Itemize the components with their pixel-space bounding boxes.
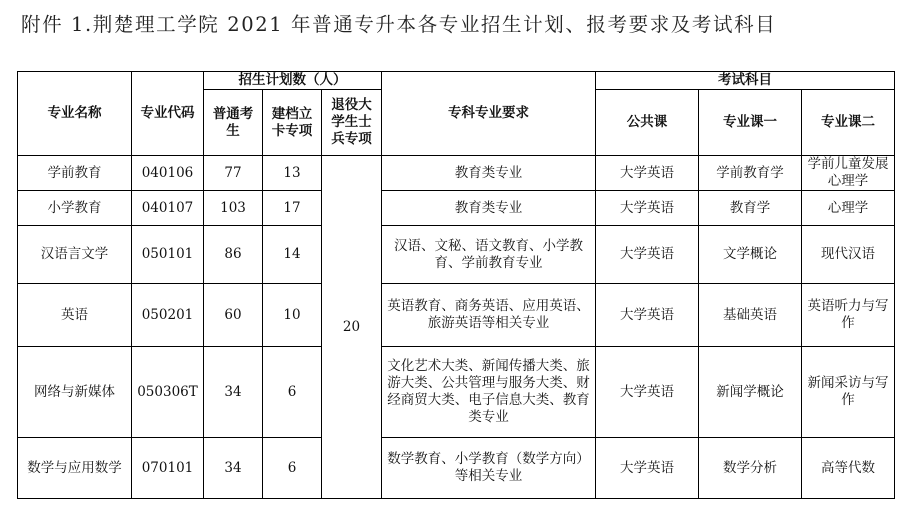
cell-public: 大学英语 xyxy=(596,347,699,438)
cell-course2: 现代汉语 xyxy=(802,226,895,284)
table-row xyxy=(18,156,895,191)
cell-general: 60 xyxy=(204,284,263,347)
cell-major-name: 数学与应用数学 xyxy=(18,438,132,499)
cell-major-name: 小学教育 xyxy=(18,191,132,226)
cell-major-name: 网络与新媒体 xyxy=(18,347,132,438)
table-row xyxy=(18,347,895,438)
table-row xyxy=(18,226,895,284)
table-row xyxy=(18,191,895,226)
cell-public: 大学英语 xyxy=(596,156,699,191)
header-course2: 专业课二 xyxy=(802,90,895,156)
cell-course1: 学前教育学 xyxy=(699,156,802,191)
cell-poverty: 14 xyxy=(263,226,322,284)
cell-course1: 教育学 xyxy=(699,191,802,226)
cell-general: 103 xyxy=(204,191,263,226)
cell-course1: 数学分析 xyxy=(699,438,802,499)
cell-general: 86 xyxy=(204,226,263,284)
document-title: 附件 1.荆楚理工学院 2021 年普通专升本各专业招生计划、报考要求及考试科目 xyxy=(21,13,777,36)
header-course1: 专业课一 xyxy=(699,90,802,156)
cell-general: 34 xyxy=(204,347,263,438)
cell-public: 大学英语 xyxy=(596,438,699,499)
header-major-code: 专业代码 xyxy=(132,72,204,156)
cell-poverty: 6 xyxy=(263,347,322,438)
cell-major-code: 050306T xyxy=(132,347,204,438)
cell-requirement: 文化艺术大类、新闻传播大类、旅游大类、公共管理与服务大类、财经商贸大类、电子信息大类、教育类专业 xyxy=(382,347,596,438)
cell-course1: 文学概论 xyxy=(699,226,802,284)
header-public: 公共课 xyxy=(596,90,699,156)
cell-poverty: 10 xyxy=(263,284,322,347)
header-general: 普通考生 xyxy=(204,90,263,156)
cell-major-code: 040106 xyxy=(132,156,204,191)
cell-veteran-total: 20 xyxy=(322,156,382,499)
cell-requirement: 汉语、文秘、语文教育、小学教育、学前教育专业 xyxy=(382,226,596,284)
cell-course2: 心理学 xyxy=(802,191,895,226)
cell-major-code: 070101 xyxy=(132,438,204,499)
cell-public: 大学英语 xyxy=(596,284,699,347)
cell-requirement: 教育类专业 xyxy=(382,191,596,226)
cell-poverty: 6 xyxy=(263,438,322,499)
cell-major-name: 学前教育 xyxy=(18,156,132,191)
table-row xyxy=(18,284,895,347)
cell-public: 大学英语 xyxy=(596,226,699,284)
cell-public: 大学英语 xyxy=(596,191,699,226)
cell-major-code: 050101 xyxy=(132,226,204,284)
table-row xyxy=(18,438,895,499)
cell-course1: 基础英语 xyxy=(699,284,802,347)
header-requirement: 专科专业要求 xyxy=(382,72,596,156)
header-exam-subjects: 考试科目 xyxy=(596,72,895,90)
cell-course2: 学前儿童发展心理学 xyxy=(802,156,895,191)
cell-poverty: 17 xyxy=(263,191,322,226)
header-veteran: 退役大学生士兵专项 xyxy=(322,90,382,156)
cell-general: 34 xyxy=(204,438,263,499)
cell-requirement: 英语教育、商务英语、应用英语、旅游英语等相关专业 xyxy=(382,284,596,347)
cell-course2: 新闻采访与写作 xyxy=(802,347,895,438)
admissions-table xyxy=(17,71,895,499)
cell-requirement: 教育类专业 xyxy=(382,156,596,191)
cell-major-name: 英语 xyxy=(18,284,132,347)
cell-major-name: 汉语言文学 xyxy=(18,226,132,284)
cell-major-code: 050201 xyxy=(132,284,204,347)
cell-general: 77 xyxy=(204,156,263,191)
header-enroll-plan: 招生计划数（人） xyxy=(204,72,382,90)
cell-requirement: 数学教育、小学教育（数学方向）等相关专业 xyxy=(382,438,596,499)
header-poverty: 建档立卡专项 xyxy=(263,90,322,156)
cell-course1: 新闻学概论 xyxy=(699,347,802,438)
header-major-name: 专业名称 xyxy=(18,72,132,156)
cell-course2: 英语听力与写作 xyxy=(802,284,895,347)
cell-poverty: 13 xyxy=(263,156,322,191)
cell-course2: 高等代数 xyxy=(802,438,895,499)
cell-major-code: 040107 xyxy=(132,191,204,226)
